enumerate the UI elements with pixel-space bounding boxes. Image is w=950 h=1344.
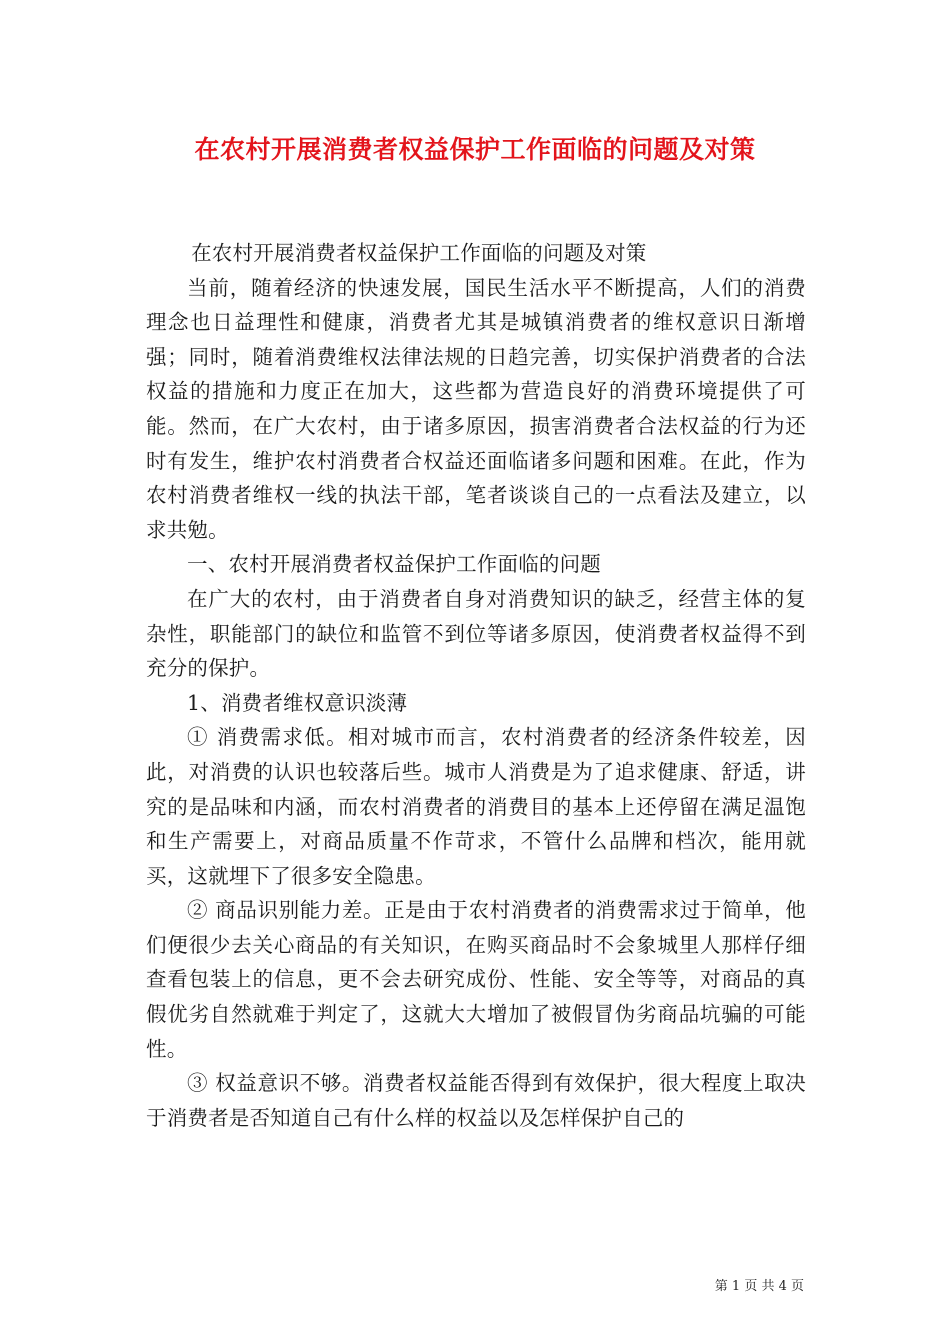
- document-body: [146, 236, 806, 1135]
- page-number-footer: 第 1 页 共 4 页: [714, 1279, 804, 1294]
- paragraph-point-1: ① 消费需求低。相对城市而言，农村消费者的经济条件较差，因此，对消费的认识也较落后些。城市人消费是为了追求健康、舒适，讲究的是品味和内涵，而农村消费者的消费目的基本上还停留在满足温饱和生产需要上，对商品质量不作苛求，不管什么品牌和档次，能用就买，这就埋下了很多安全隐患。: [146, 725, 806, 888]
- document-title: 在农村开展消费者权益保护工作面临的问题及对策: [194, 135, 756, 164]
- paragraph-intro: 当前，随着经济的快速发展，国民生活水平不断提高，人们的消费理念也日益理性和健康，消费者尤其是城镇消费者的维权意识日渐增强；同时，随着消费维权法律法规的日趋完善，切实保护消费者的合法权益的措施和力度正在加大，这些都为营造良好的消费环境提供了可能。然而，在广大农村，由于诸多原因，损害消费者合法权益的行为还时有发生，维护农村消费者合权益还面临诸多问题和困难。在此，作为农村消费者维权一线的执法干部，笔者谈谈自己的一点看法及建立，以求共勉。: [146, 275, 806, 542]
- subsection-heading-1: 1、消费者维权意识淡薄: [187, 690, 408, 715]
- body-subtitle: 在农村开展消费者权益保护工作面临的问题及对策: [191, 241, 647, 265]
- paragraph-point-2: ② 商品识别能力差。正是由于农村消费者的消费需求过于简单，他们便很少去关心商品的有关知识，在购买商品时不会象城里人那样仔细查看包装上的信息，更不会去研究成份、性能、安全等等，对商品的真假优劣自然就难于判定了，这就大大增加了被假冒伪劣商品坑骗的可能性。: [146, 898, 806, 1061]
- paragraph-section-1: 在广大的农村，由于消费者自身对消费知识的缺乏，经营主体的复杂性，职能部门的缺位和监管不到位等诸多原因，使消费者权益得不到充分的保护。: [146, 586, 806, 681]
- paragraph-point-3: ③ 权益意识不够。消费者权益能否得到有效保护，很大程度上取决于消费者是否知道自己有什么样的权益以及怎样保护自己的: [146, 1071, 806, 1130]
- section-heading-1: 一、农村开展消费者权益保护工作面临的问题: [187, 552, 601, 577]
